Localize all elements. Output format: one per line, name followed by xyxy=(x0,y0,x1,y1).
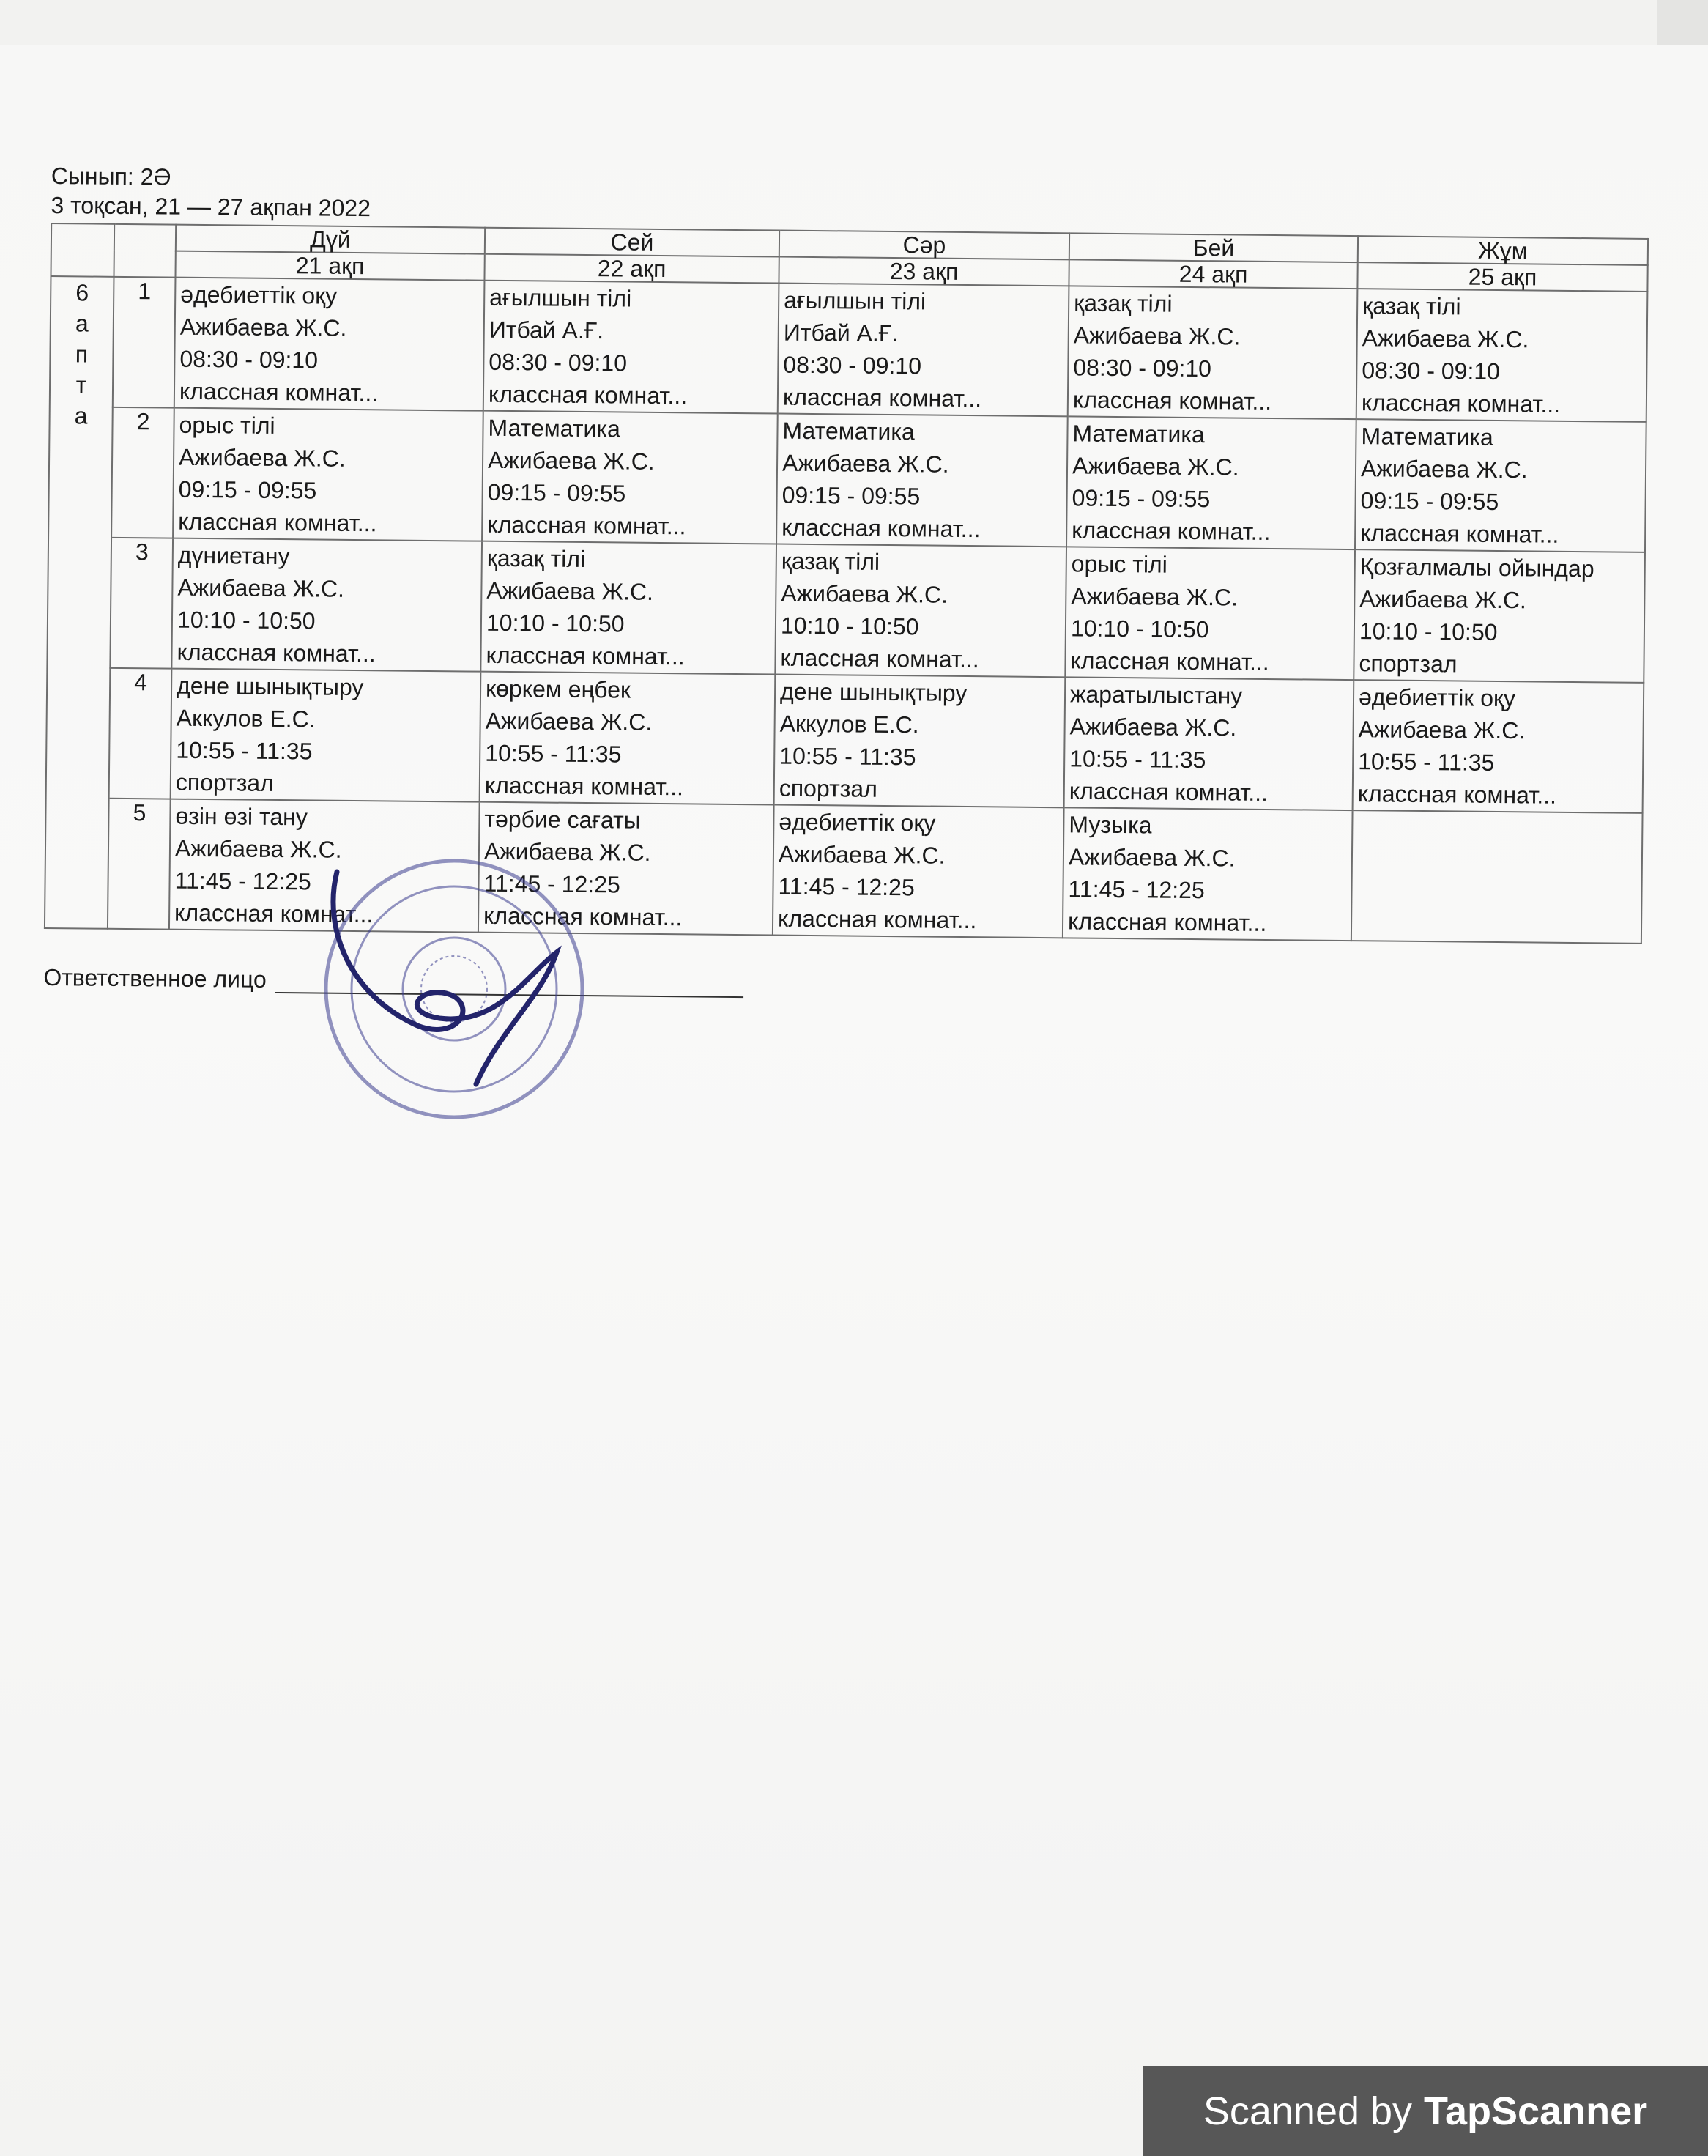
lesson-subject: қазақ тілі xyxy=(1362,292,1461,320)
day-header: Сәр xyxy=(779,231,1069,260)
lesson-room: спортзал xyxy=(175,768,275,796)
lesson-teacher: Ажибаева Ж.С. xyxy=(1068,843,1236,872)
lesson-room: классная комнат... xyxy=(179,377,379,407)
lesson-cell xyxy=(1064,677,1354,810)
lesson-cell xyxy=(1065,547,1355,680)
lesson-room: классная комнат... xyxy=(487,511,686,540)
lesson-subject: орыс тілі xyxy=(179,411,275,439)
lesson-time: 08:30 - 09:10 xyxy=(1073,354,1212,382)
lesson-subject: дене шынықтыру xyxy=(176,672,364,701)
lesson-room: классная комнат... xyxy=(484,771,684,801)
lesson-subject: Математика xyxy=(488,414,621,442)
lesson-room: классная комнат... xyxy=(1357,780,1557,809)
lesson-cell xyxy=(1355,419,1646,552)
lesson-time: 10:55 - 11:35 xyxy=(1069,745,1206,774)
lesson-number: 4 xyxy=(109,668,172,799)
lesson-teacher: Ажибаева Ж.С. xyxy=(781,449,949,478)
lesson-row xyxy=(50,276,1648,422)
week-label-char: 6 xyxy=(75,279,89,306)
lesson-subject: қазақ тілі xyxy=(486,544,586,573)
lesson-room: классная комнат... xyxy=(1069,777,1269,806)
lesson-cell xyxy=(1063,807,1353,941)
lesson-teacher: Ажибаева Ж.С. xyxy=(1359,585,1527,614)
schedule-document xyxy=(43,161,1648,1007)
lesson-cell xyxy=(171,669,481,802)
lesson-cell xyxy=(1353,680,1644,813)
week-label xyxy=(45,276,114,929)
lesson-number: 3 xyxy=(110,538,173,669)
lesson-cell xyxy=(775,544,1066,678)
lesson-subject: Математика xyxy=(1361,423,1493,451)
lesson-cell xyxy=(776,414,1068,547)
lesson-teacher: Ажибаева Ж.С. xyxy=(178,443,346,472)
lesson-cell xyxy=(174,278,485,411)
lesson-subject: қазақ тілі xyxy=(781,547,880,575)
lesson-room: классная комнат... xyxy=(1072,516,1271,545)
date-header: 22 ақп xyxy=(484,254,779,284)
lesson-teacher: Ажибаева Ж.С. xyxy=(486,577,654,605)
lesson-teacher: Ажибаева Ж.С. xyxy=(781,579,948,608)
lesson-cell xyxy=(1351,810,1643,944)
lesson-teacher: Ажибаева Ж.С. xyxy=(1071,582,1239,611)
lesson-subject: тәрбие сағаты xyxy=(484,805,641,834)
lesson-teacher: Ажибаева Ж.С. xyxy=(485,707,653,736)
lesson-teacher: Аккулов Е.С. xyxy=(176,704,316,733)
lesson-time: 09:15 - 09:55 xyxy=(781,481,921,510)
lesson-subject: Математика xyxy=(782,417,916,445)
lesson-time: 10:10 - 10:50 xyxy=(780,612,919,640)
lesson-row xyxy=(47,537,1645,683)
lesson-subject: дүниетану xyxy=(177,541,290,570)
lesson-subject: әдебиеттік оқу xyxy=(1358,684,1516,712)
week-label-char: т xyxy=(75,371,87,399)
lesson-row xyxy=(46,667,1644,813)
lesson-time: 10:10 - 10:50 xyxy=(1359,618,1498,645)
lesson-cell xyxy=(173,408,483,541)
responsible-label: Ответственное лицо xyxy=(43,963,267,993)
lesson-room: классная комнат... xyxy=(781,514,981,543)
day-header: Жұм xyxy=(1358,236,1648,265)
corner-cell xyxy=(51,223,114,277)
lesson-time: 08:30 - 09:10 xyxy=(783,351,922,379)
lesson-cell xyxy=(169,799,480,933)
date-header: 25 ақп xyxy=(1357,262,1647,292)
lesson-room: классная комнат... xyxy=(1072,386,1272,415)
lesson-room: классная комнат... xyxy=(782,383,982,412)
lesson-cell xyxy=(480,672,776,805)
class-label: Сынып: 2Ә xyxy=(51,162,171,190)
lesson-row xyxy=(48,407,1646,552)
week-label-char: п xyxy=(75,341,89,368)
lesson-time: 09:15 - 09:55 xyxy=(178,475,317,504)
week-label-char: а xyxy=(74,402,88,429)
lesson-cell xyxy=(478,802,774,936)
lesson-time: 11:45 - 12:25 xyxy=(778,873,915,901)
lesson-room: классная комнат... xyxy=(178,508,377,537)
lesson-teacher: Итбай А.Ғ. xyxy=(783,319,899,347)
lesson-time: 08:30 - 09:10 xyxy=(179,345,319,374)
lesson-subject: өзін өзі тану xyxy=(175,802,308,831)
schedule-table xyxy=(44,223,1649,944)
lesson-number: 5 xyxy=(108,799,171,930)
lesson-subject: әдебиеттік оқу xyxy=(180,281,338,309)
lesson-time: 10:10 - 10:50 xyxy=(1070,615,1209,643)
lesson-subject: қазақ тілі xyxy=(1074,289,1173,317)
lesson-teacher: Ажибаева Ж.С. xyxy=(1362,325,1529,353)
lesson-subject: ағылшын тілі xyxy=(784,286,927,315)
lesson-cell xyxy=(171,538,482,672)
lesson-time: 10:10 - 10:50 xyxy=(486,609,625,637)
lesson-time: 09:15 - 09:55 xyxy=(1072,484,1211,513)
lesson-teacher: Ажибаева Ж.С. xyxy=(174,834,342,863)
lesson-teacher: Ажибаева Ж.С. xyxy=(487,446,655,475)
lesson-room: классная комнат... xyxy=(177,638,376,667)
lesson-time: 08:30 - 09:10 xyxy=(489,348,628,377)
corner-cell-num xyxy=(114,224,176,278)
lesson-cell xyxy=(1354,549,1645,683)
lesson-subject: көркем еңбек xyxy=(485,675,631,703)
lesson-time: 10:55 - 11:35 xyxy=(779,742,916,771)
lesson-subject: жаратылыстану xyxy=(1069,681,1243,709)
lesson-number: 1 xyxy=(113,277,176,408)
lesson-cell xyxy=(778,284,1069,417)
watermark-brand: TapScanner xyxy=(1424,2089,1648,2133)
scanner-watermark xyxy=(1143,2066,1708,2156)
lesson-teacher: Ажибаева Ж.С. xyxy=(1360,455,1528,484)
lesson-subject: Математика xyxy=(1072,420,1205,448)
lesson-cell xyxy=(480,541,776,675)
lesson-teacher: Ажибаева Ж.С. xyxy=(179,313,347,341)
lesson-subject: Музыка xyxy=(1069,811,1152,839)
lesson-subject: ағылшын тілі xyxy=(489,284,632,312)
lesson-teacher: Ажибаева Ж.С. xyxy=(1072,452,1239,481)
lesson-subject: дене шынықтыру xyxy=(779,678,968,707)
lesson-room: классная комнат... xyxy=(777,905,977,934)
period-label: 3 тоқсан, 21 — 27 ақпан 2022 xyxy=(51,191,371,222)
date-header: 24 ақп xyxy=(1069,259,1357,289)
lesson-room: спортзал xyxy=(779,774,878,802)
lesson-time: 10:55 - 11:35 xyxy=(1358,748,1495,776)
lesson-room: классная комнат... xyxy=(174,899,374,928)
lesson-room: классная комнат... xyxy=(780,644,979,673)
lesson-room: классная комнат... xyxy=(1361,389,1561,418)
lesson-time: 11:45 - 12:25 xyxy=(174,867,311,895)
lesson-time: 11:45 - 12:25 xyxy=(1068,875,1205,904)
lesson-time: 10:55 - 11:35 xyxy=(176,736,313,765)
lesson-teacher: Итбай А.Ғ. xyxy=(489,316,604,344)
lesson-time: 08:30 - 09:10 xyxy=(1362,357,1501,385)
lesson-room: классная комнат... xyxy=(488,380,688,410)
lesson-subject: орыс тілі xyxy=(1071,550,1167,578)
lesson-cell xyxy=(482,411,778,544)
lesson-cell xyxy=(774,675,1066,808)
lesson-teacher: Ажибаева Ж.С. xyxy=(1069,713,1237,741)
lesson-cell xyxy=(1068,286,1358,419)
lesson-cell xyxy=(773,805,1064,938)
lesson-cell xyxy=(1356,289,1648,422)
lesson-room: классная комнат... xyxy=(1360,519,1559,548)
day-header: Дүй xyxy=(176,225,485,254)
lesson-teacher: Ажибаева Ж.С. xyxy=(1073,322,1241,350)
signature-line xyxy=(275,970,744,998)
lesson-number: 2 xyxy=(111,407,174,538)
lesson-row xyxy=(45,798,1643,944)
lesson-room: классная комнат... xyxy=(1070,647,1269,675)
lesson-teacher: Ажибаева Ж.С. xyxy=(177,574,345,602)
lesson-cell xyxy=(1066,416,1356,549)
lesson-subject: әдебиеттік оқу xyxy=(779,808,936,837)
lesson-time: 09:15 - 09:55 xyxy=(487,478,626,507)
watermark-prefix: Scanned by xyxy=(1203,2089,1413,2133)
lesson-cell xyxy=(483,281,779,414)
lesson-time: 11:45 - 12:25 xyxy=(483,870,620,898)
lesson-time: 09:15 - 09:55 xyxy=(1360,487,1499,515)
day-header: Сей xyxy=(485,228,779,257)
lesson-teacher: Ажибаева Ж.С. xyxy=(483,837,651,866)
lesson-room: спортзал xyxy=(1359,650,1458,678)
lesson-teacher: Ажибаева Ж.С. xyxy=(1358,716,1526,744)
lesson-teacher: Аккулов Е.С. xyxy=(779,710,919,738)
lesson-time: 10:55 - 11:35 xyxy=(485,739,622,768)
lesson-subject: Қозғалмалы ойындар xyxy=(1359,553,1594,582)
date-header: 21 ақп xyxy=(175,251,484,281)
lesson-rows xyxy=(45,276,1647,944)
week-label-char: а xyxy=(75,310,89,337)
lesson-teacher: Ажибаева Ж.С. xyxy=(778,840,946,869)
day-header: Бей xyxy=(1069,233,1358,262)
lesson-time: 10:10 - 10:50 xyxy=(177,606,316,634)
lesson-room: классная комнат... xyxy=(486,641,685,670)
date-header: 23 ақп xyxy=(779,257,1069,286)
lesson-room: классная комнат... xyxy=(1067,908,1267,936)
lesson-room: классная комнат... xyxy=(483,902,683,931)
